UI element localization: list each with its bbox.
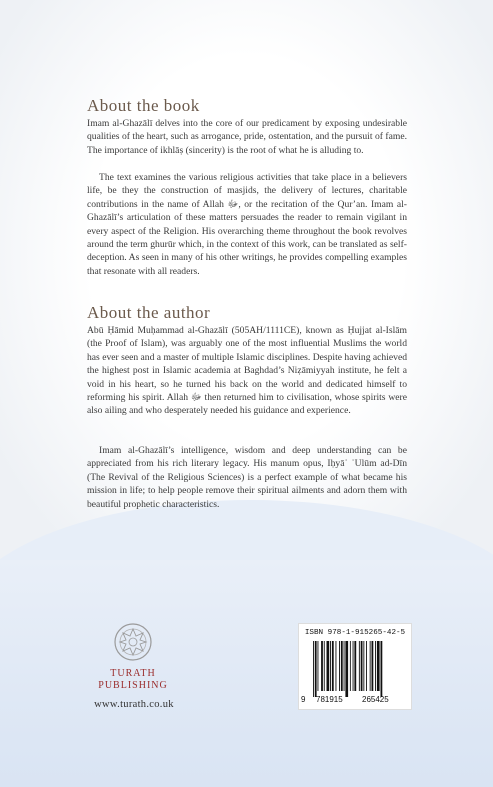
barcode-digits-left: 781915: [316, 695, 343, 704]
about-book-paragraph-2: The text examines the various religious activities that take place in a believers life, be they the construction of masjids, the delivery of lectures, charitable contributions in the name of Allah ﷻ, or the recitation of the Qur’an. Imam al-Ghazālī’s articulation of these matters persuades the reader to remain vigilant in every aspect of the Religion. His overarching theme throughout the book revolves around the term ghurūr which, in the context of this work, can be translated as self-deception. As seen in many of his other writings, he provides compelling examples that resonate with all readers.: [87, 172, 407, 277]
barcode-digit-first: 9: [301, 695, 306, 704]
about-author-paragraph-2: Imam al-Ghazālī’s intelligence, wisdom and deep understanding can be appreciated from his rich literary legacy. His manum opus, Iḥyāʾ ʿUlūm ad-Dīn (The Revival of the Religious Sciences) is a perfect example of what became his mission in life; to help people remove their spiritual ailments and adorn them with beautiful prophetic characteristics.: [87, 445, 407, 510]
publisher-name: [80, 668, 186, 692]
about-book-paragraph-1: Imam al-Ghazālī delves into the core of our predicament by exposing undesirable qualities of the heart, such as arrogance, pride, ostentation, and the pursuit of fame. The importance of ikhlāṣ (sincerity) is the root of what he is alluding to.: [87, 118, 407, 156]
barcode-icon: [307, 641, 403, 699]
turath-logo-icon: [113, 622, 153, 662]
background-bottom: [0, 560, 493, 787]
about-author-paragraph-1: Abū Ḥāmid Muḥammad al-Ghazālī (505AH/1111CE), known as Ḥujjat al-Islām (the Proof of Islam), was arguably one of the most influential Muslims the world has ever seen and a master of multiple Islamic disciplines. Despite having achieved the highest post in Islamic academia at Baghdad’s Niẓāmiyyah institute, he felt a void in his heart, so he turned his back on the world and dedicated himself to reforming his spirit. Allah ﷻ then returned him to civilisation, whose spirits were also ailing and who desperately needed his guidance and experience.: [87, 325, 407, 417]
publisher-website: www.turath.co.uk: [94, 699, 174, 710]
barcode-digits-right: 265425: [362, 695, 389, 704]
barcode-box: [298, 623, 412, 710]
isbn-label: ISBN 978-1-915265-42-5: [304, 629, 406, 637]
about-book-heading: About the book: [87, 96, 200, 115]
publisher-name-line-2: PUBLISHING: [98, 680, 168, 691]
about-author-heading: About the author: [87, 303, 211, 322]
publisher-name-line-1: TURATH: [110, 668, 156, 679]
